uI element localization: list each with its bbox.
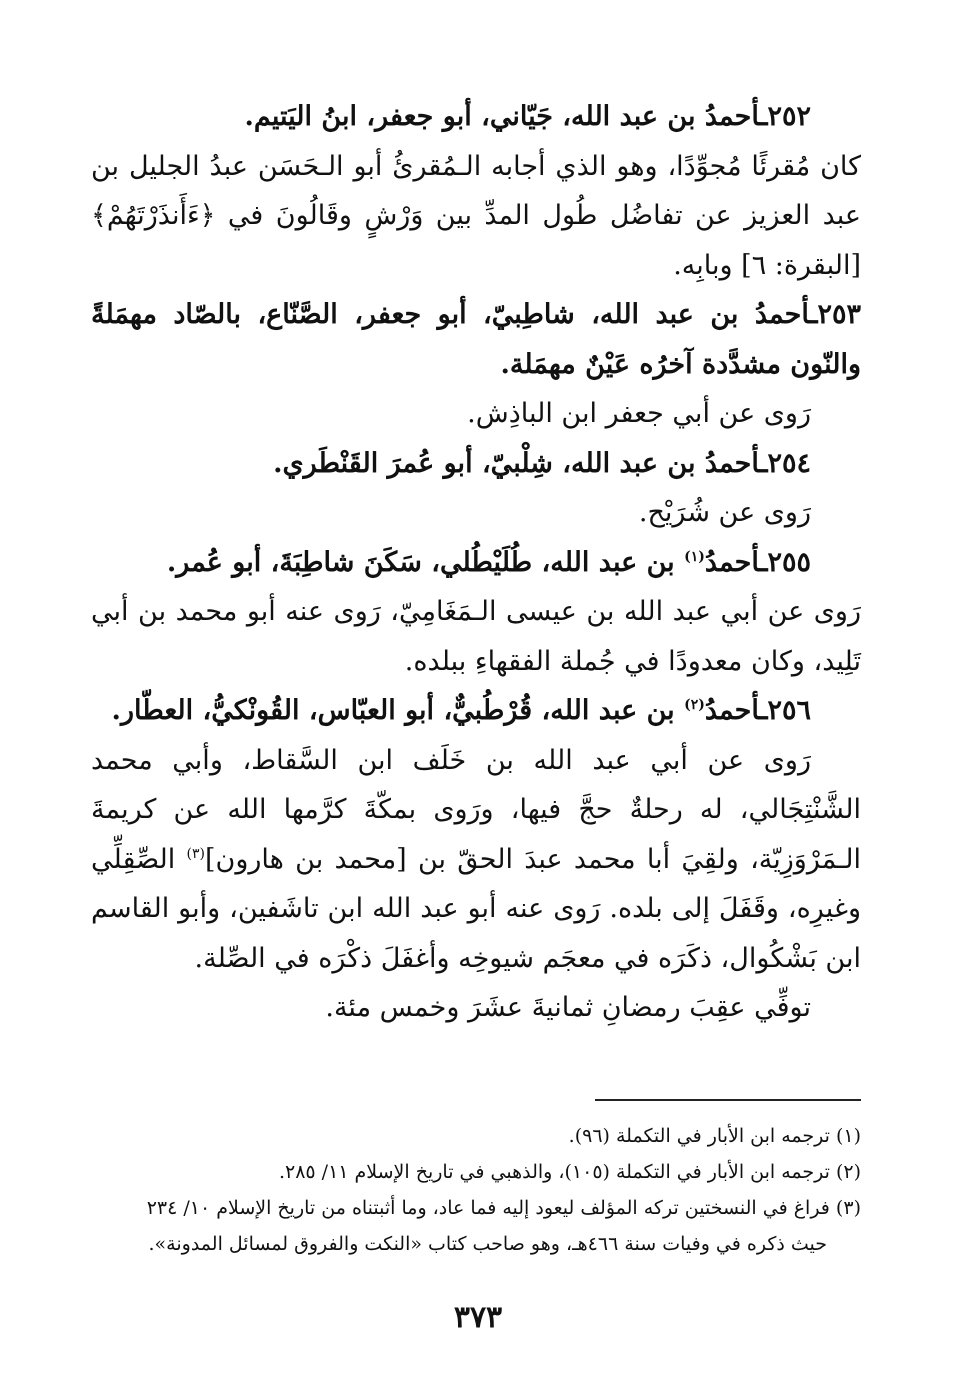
entry-number: ٢٥٥ـ <box>759 546 811 578</box>
entry-252-heading <box>91 92 861 142</box>
page-number: ٣٧٣ <box>453 1300 503 1335</box>
entry-number: ٢٥٦ـ <box>759 695 811 726</box>
entry-255-body: رَوى عن أبي عبد الله بن عيسى الـمَغَامِيّ، رَوى عنه أبو محمد بن أبي تَلِيد، وكان معدودًا في جُملة الفقهاءِ ببلده. <box>91 596 861 677</box>
entry-title: أحمدُ <box>704 546 760 578</box>
entry-title: أحمدُ بن عبد الله، شِلْبيّ، أبو عُمرَ القَنْطَري. <box>273 447 760 479</box>
main-text <box>91 92 861 1033</box>
entry-256-heading <box>91 686 861 736</box>
footnote-separator <box>595 1099 861 1101</box>
footnotes <box>91 1118 861 1262</box>
entry-256-body <box>91 736 861 984</box>
entry-title-rest: بن عبد الله، قُرْطُبيٌّ، أبو العبّاس، القُونْكيُّ، العطّار. <box>111 695 685 726</box>
entry-255-heading <box>91 538 861 588</box>
entry-title: أحمدُ بن عبد الله، شاطِبيّ، أبو جعفر، الصَّنّاع، بالصّاد مهمَلةً والنّون مشدَّدة آخرُه عَيْنٌ مهمَلة. <box>91 299 861 380</box>
entry-title: أحمدُ بن عبد الله، جَيّاني، أبو جعفر، ابنُ اليَتيم. <box>244 101 760 132</box>
footnote-marker[interactable]: (٣) <box>186 845 205 862</box>
entry-252-body: كان مُقرئًا مُجوِّدًا، وهو الذي أجابه الـمُقرئُ أبو الـحَسَن عبدُ الجليل بن عبد العزيز عن تفاضُل طُول المدِّ بين وَرْشٍ وقَالُونَ في ﴿ءَأَنذَرْتَهُمْ﴾ [البقرة: ٦] وبابِه. <box>91 150 861 281</box>
entry-256-death: توفِّي عقِبَ رمضانِ ثمانيةَ عشَرَ وخمس مئة. <box>325 992 811 1023</box>
entry-254-body: رَوى عن شُرَيْح. <box>638 497 811 528</box>
footnote-marker[interactable]: (١) <box>684 548 705 565</box>
footnote-3-continued: حيث ذكره في وفيات سنة ٤٦٦هـ، وهو صاحب كتاب «النكت والفروق لمسائل المدونة». <box>148 1233 827 1255</box>
entry-title: أحمدُ <box>704 695 760 726</box>
entry-title-rest: بن عبد الله، طُلَيْطُلي، سَكَنَ شاطِبَةَ، أبو عُمر. <box>166 546 685 578</box>
footnote-3: (٣) فراغ في النسختين تركه المؤلف ليعود إليه فما عاد، وما أثبتناه من تاريخ الإسلام ١٠/ ٢٣٤ <box>146 1197 861 1219</box>
footnote-1: (١) ترجمه ابن الأبار في التكملة (٩٦). <box>568 1125 861 1147</box>
entry-body-text-rest: الصِّقِلِّي وغيرِه، وقَفَلَ إلى بلده. رَوى عنه أبو عبد الله ابن تاشَفين، وأبو القاسم ابن بَشْكُوال، ذكَرَه في معجَم شيوخِه وأغفَلَ ذكْرَه في الصِّلة. <box>91 843 861 974</box>
entry-number: ٢٥٤ـ <box>759 447 811 479</box>
entry-254-heading <box>91 439 861 489</box>
entry-body-text: رَوى عن أبي عبد الله بن خَلَف ابن السَّقاط، وأبي محمد الشَّنْتِجَالي، له رحلةٌ حجَّ فيها، ورَوى بمكّةَ كرَّمها الله عن كريمةَ الـمَرْوَزِيّة، ولقِيَ أبا محمد عبدَ الحقّ بن [محمد بن هارون] <box>91 744 861 875</box>
entry-253-body: رَوى عن أبي جعفر ابن الباذِش. <box>467 398 811 429</box>
entry-number: ٢٥٣ـ <box>809 299 861 330</box>
entry-253-heading <box>91 290 861 389</box>
footnote-2: (٢) ترجمه ابن الأبار في التكملة (١٠٥)، والذهبي في تاريخ الإسلام ١١/ ٢٨٥. <box>278 1161 861 1183</box>
footnote-marker[interactable]: (٢) <box>684 697 705 713</box>
entry-number: ٢٥٢ـ <box>759 101 811 132</box>
